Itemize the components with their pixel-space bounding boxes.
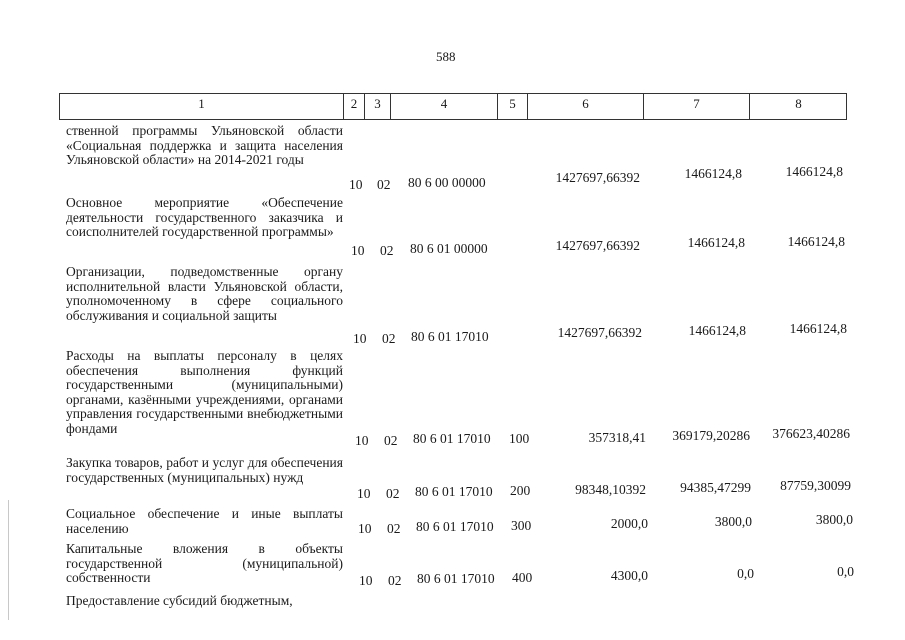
row-vr: 300 <box>511 518 532 533</box>
row-vr: 200 <box>510 483 531 498</box>
row-description: Организации, подведомственные органу исполнительной власти Ульяновской области, уполномоченному в сфере социального обслуживания и социальной защиты <box>66 264 343 323</box>
row-pr: 02 <box>377 177 391 192</box>
row-pr: 02 <box>382 331 396 346</box>
row-amount-col8: 1466124,8 <box>787 234 845 249</box>
header-col-6: 6 <box>527 94 643 119</box>
row-amount-col7: 3800,0 <box>714 514 752 529</box>
row-csr: 80 6 00 00000 <box>408 175 486 190</box>
row-description: Предоставление субсидий бюджетным, <box>66 593 293 608</box>
row-description: Закупка товаров, работ и услуг для обеспечения государственных (муниципальных) нужд <box>66 455 343 485</box>
row-rz: 10 <box>357 486 371 501</box>
row-amount-col6: 2000,0 <box>610 516 648 531</box>
row-amount-col8: 3800,0 <box>815 512 853 527</box>
row-rz: 10 <box>355 433 369 448</box>
row-amount-col7: 94385,47299 <box>680 480 751 495</box>
table-header <box>59 93 847 120</box>
row-description: Расходы на выплаты персоналу в целях обеспечения выполнения функций государственными (муниципальными) органами, казёнными учреждениями, органами управления государственными внебюджетными фондами <box>66 348 343 436</box>
row-vr: 400 <box>512 570 533 585</box>
row-pr: 02 <box>387 521 401 536</box>
row-description: Капитальные вложения в объекты государственной (муниципальной) собственности <box>66 541 343 585</box>
header-col-4: 4 <box>390 94 497 119</box>
row-rz: 10 <box>349 177 363 192</box>
row-amount-col7: 1466124,8 <box>688 323 746 338</box>
row-amount-col8: 0,0 <box>837 564 854 579</box>
margin-mark <box>8 500 9 620</box>
row-amount-col6: 357318,41 <box>588 430 646 445</box>
row-amount-col8: 87759,30099 <box>780 478 851 493</box>
row-vr: 100 <box>509 431 530 446</box>
row-amount-col6: 98348,10392 <box>575 482 646 497</box>
header-col-7: 7 <box>643 94 749 119</box>
row-amount-col7: 1466124,8 <box>684 166 742 181</box>
row-amount-col8: 1466124,8 <box>789 321 847 336</box>
row-csr: 80 6 01 17010 <box>413 431 491 446</box>
row-amount-col8: 1466124,8 <box>785 164 843 179</box>
row-rz: 10 <box>353 331 367 346</box>
row-rz: 10 <box>359 573 373 588</box>
header-col-1: 1 <box>198 96 205 111</box>
row-amount-col7: 0,0 <box>737 566 754 581</box>
row-amount-col6: 1427697,66392 <box>557 325 642 340</box>
row-amount-col7: 369179,20286 <box>672 428 750 443</box>
row-csr: 80 6 01 00000 <box>410 241 488 256</box>
row-description: Основное мероприятие «Обеспечение деятельности государственного заказчика и соисполнителей государственной программы» <box>66 195 343 239</box>
row-csr: 80 6 01 17010 <box>415 484 493 499</box>
row-pr: 02 <box>380 243 394 258</box>
page-number: 588 <box>436 49 456 64</box>
row-description: ственной программы Ульяновской области «Социальная поддержка и защита населения Ульяновской области» на 2014-2021 годы <box>66 123 343 167</box>
row-csr: 80 6 01 17010 <box>411 329 489 344</box>
row-amount-col7: 1466124,8 <box>687 235 745 250</box>
header-col-2: 2 <box>343 94 364 119</box>
row-csr: 80 6 01 17010 <box>417 571 495 586</box>
row-amount-col8: 376623,40286 <box>772 426 850 441</box>
row-pr: 02 <box>384 433 398 448</box>
row-amount-col6: 1427697,66392 <box>555 170 640 185</box>
row-amount-col6: 4300,0 <box>610 568 648 583</box>
row-csr: 80 6 01 17010 <box>416 519 494 534</box>
row-pr: 02 <box>388 573 402 588</box>
header-col-8: 8 <box>749 94 847 119</box>
row-description: Социальное обеспечение и иные выплаты населению <box>66 506 343 536</box>
header-col-3: 3 <box>364 94 390 119</box>
header-col-5: 5 <box>497 94 527 119</box>
row-amount-col6: 1427697,66392 <box>555 238 640 253</box>
row-pr: 02 <box>386 486 400 501</box>
row-rz: 10 <box>358 521 372 536</box>
row-rz: 10 <box>351 243 365 258</box>
